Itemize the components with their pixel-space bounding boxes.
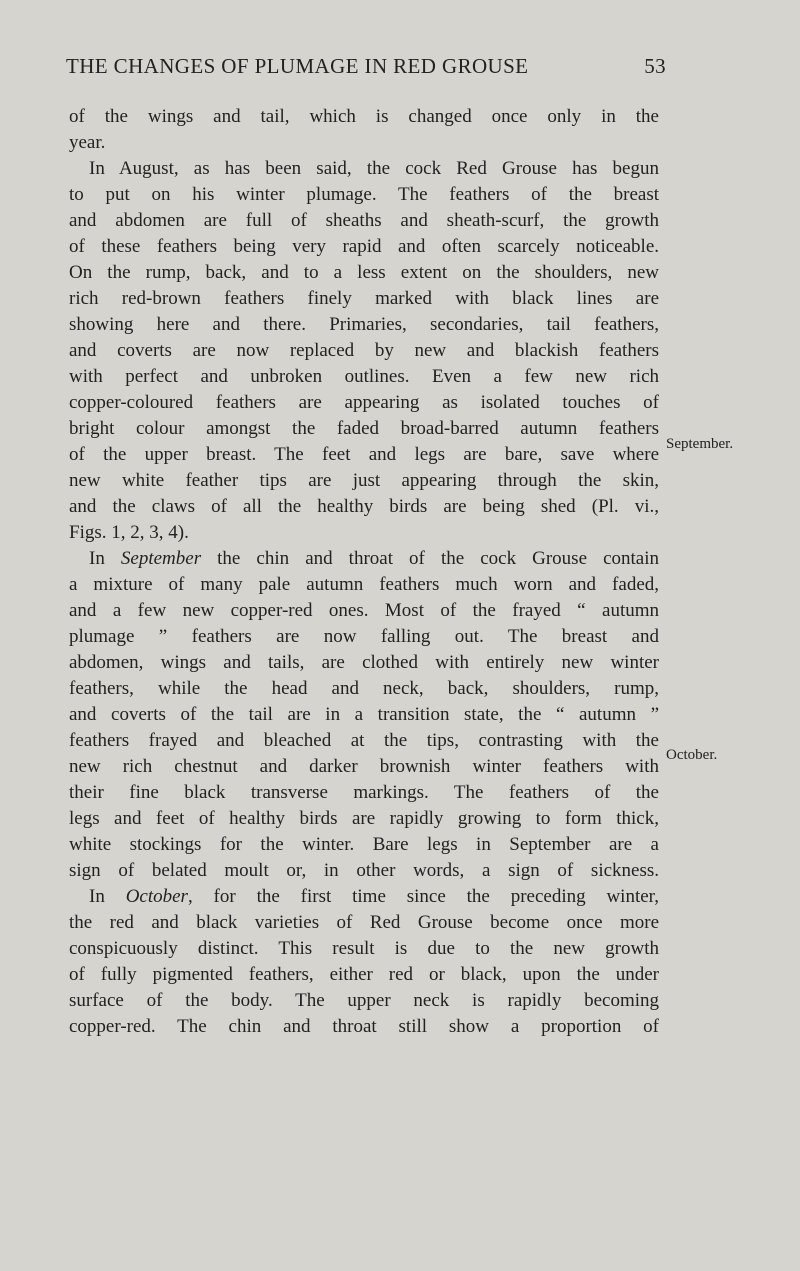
page-title: THE CHANGES OF PLUMAGE IN RED GROUSE [66,54,529,78]
text-line: Figs. 1, 2, 3, 4). [69,522,189,543]
text-line: abdomen, wings and tails, are clothed with entirely new winter [69,652,659,673]
text-line: of fully pigmented feathers, either red or black, upon the under [69,964,659,985]
text-line: and a few new copper-red ones. Most of the frayed “ autumn [69,600,659,621]
page-number: 53 [644,54,666,78]
text-line: a mixture of many pale autumn feathers much worn and faded, [69,574,659,595]
text-line: and abdomen are full of sheaths and sheath-scurf, the growth [69,210,659,231]
margin-note-october: October. [666,747,718,763]
text-line: of the wings and tail, which is changed once only in the [69,106,659,127]
text-line: bright colour amongst the faded broad-barred autumn feathers [69,418,659,439]
text-line: new rich chestnut and darker brownish winter feathers with [69,756,659,777]
text-line: conspicuously distinct. This result is due to the new growth [69,938,659,959]
text-line: and coverts are now replaced by new and blackish feathers [69,340,659,361]
text-line: In August, as has been said, the cock Red Grouse has begun [89,158,659,179]
text-line: surface of the body. The upper neck is rapidly becoming [69,990,659,1011]
text-line: and coverts of the tail are in a transition state, the “ autumn ” [69,704,659,725]
text-line: In October, for the first time since the preceding winter, [89,886,659,907]
text-line: with perfect and unbroken outlines. Even a few new rich [69,366,659,387]
text-line: white stockings for the winter. Bare legs in September are a [69,834,659,855]
text-line: rich red-brown feathers finely marked with black lines are [69,288,659,309]
margin-note-september: September. [666,436,734,452]
text-line: the red and black varieties of Red Grouse become once more [69,912,659,933]
text-line: of the upper breast. The feet and legs are bare, save where [69,444,659,465]
text-line: copper-coloured feathers are appearing as isolated touches of [69,392,659,413]
text-line: legs and feet of healthy birds are rapidly growing to form thick, [69,808,659,829]
text-line: showing here and there. Primaries, secondaries, tail feathers, [69,314,659,335]
text-line: feathers, while the head and neck, back, shoulders, rump, [69,678,659,699]
text-line: copper-red. The chin and throat still show a proportion of [69,1016,659,1037]
body-text [69,104,659,1040]
text-line: In September the chin and throat of the cock Grouse contain [89,548,659,569]
text-line: plumage ” feathers are now falling out. The breast and [69,626,659,647]
text-line: to put on his winter plumage. The feathers of the breast [69,184,659,205]
text-line: new white feather tips are just appearing through the skin, [69,470,659,491]
text-line: their fine black transverse markings. The feathers of the [69,782,659,803]
text-line: feathers frayed and bleached at the tips, contrasting with the [69,730,659,751]
text-line: year. [69,132,106,153]
text-line: of these feathers being very rapid and often scarcely noticeable. [69,236,659,257]
text-line: On the rump, back, and to a less extent on the shoulders, new [69,262,659,283]
text-line: and the claws of all the healthy birds are being shed (Pl. vi., [69,496,659,517]
text-line: sign of belated moult or, in other words, a sign of sickness. [69,860,659,881]
